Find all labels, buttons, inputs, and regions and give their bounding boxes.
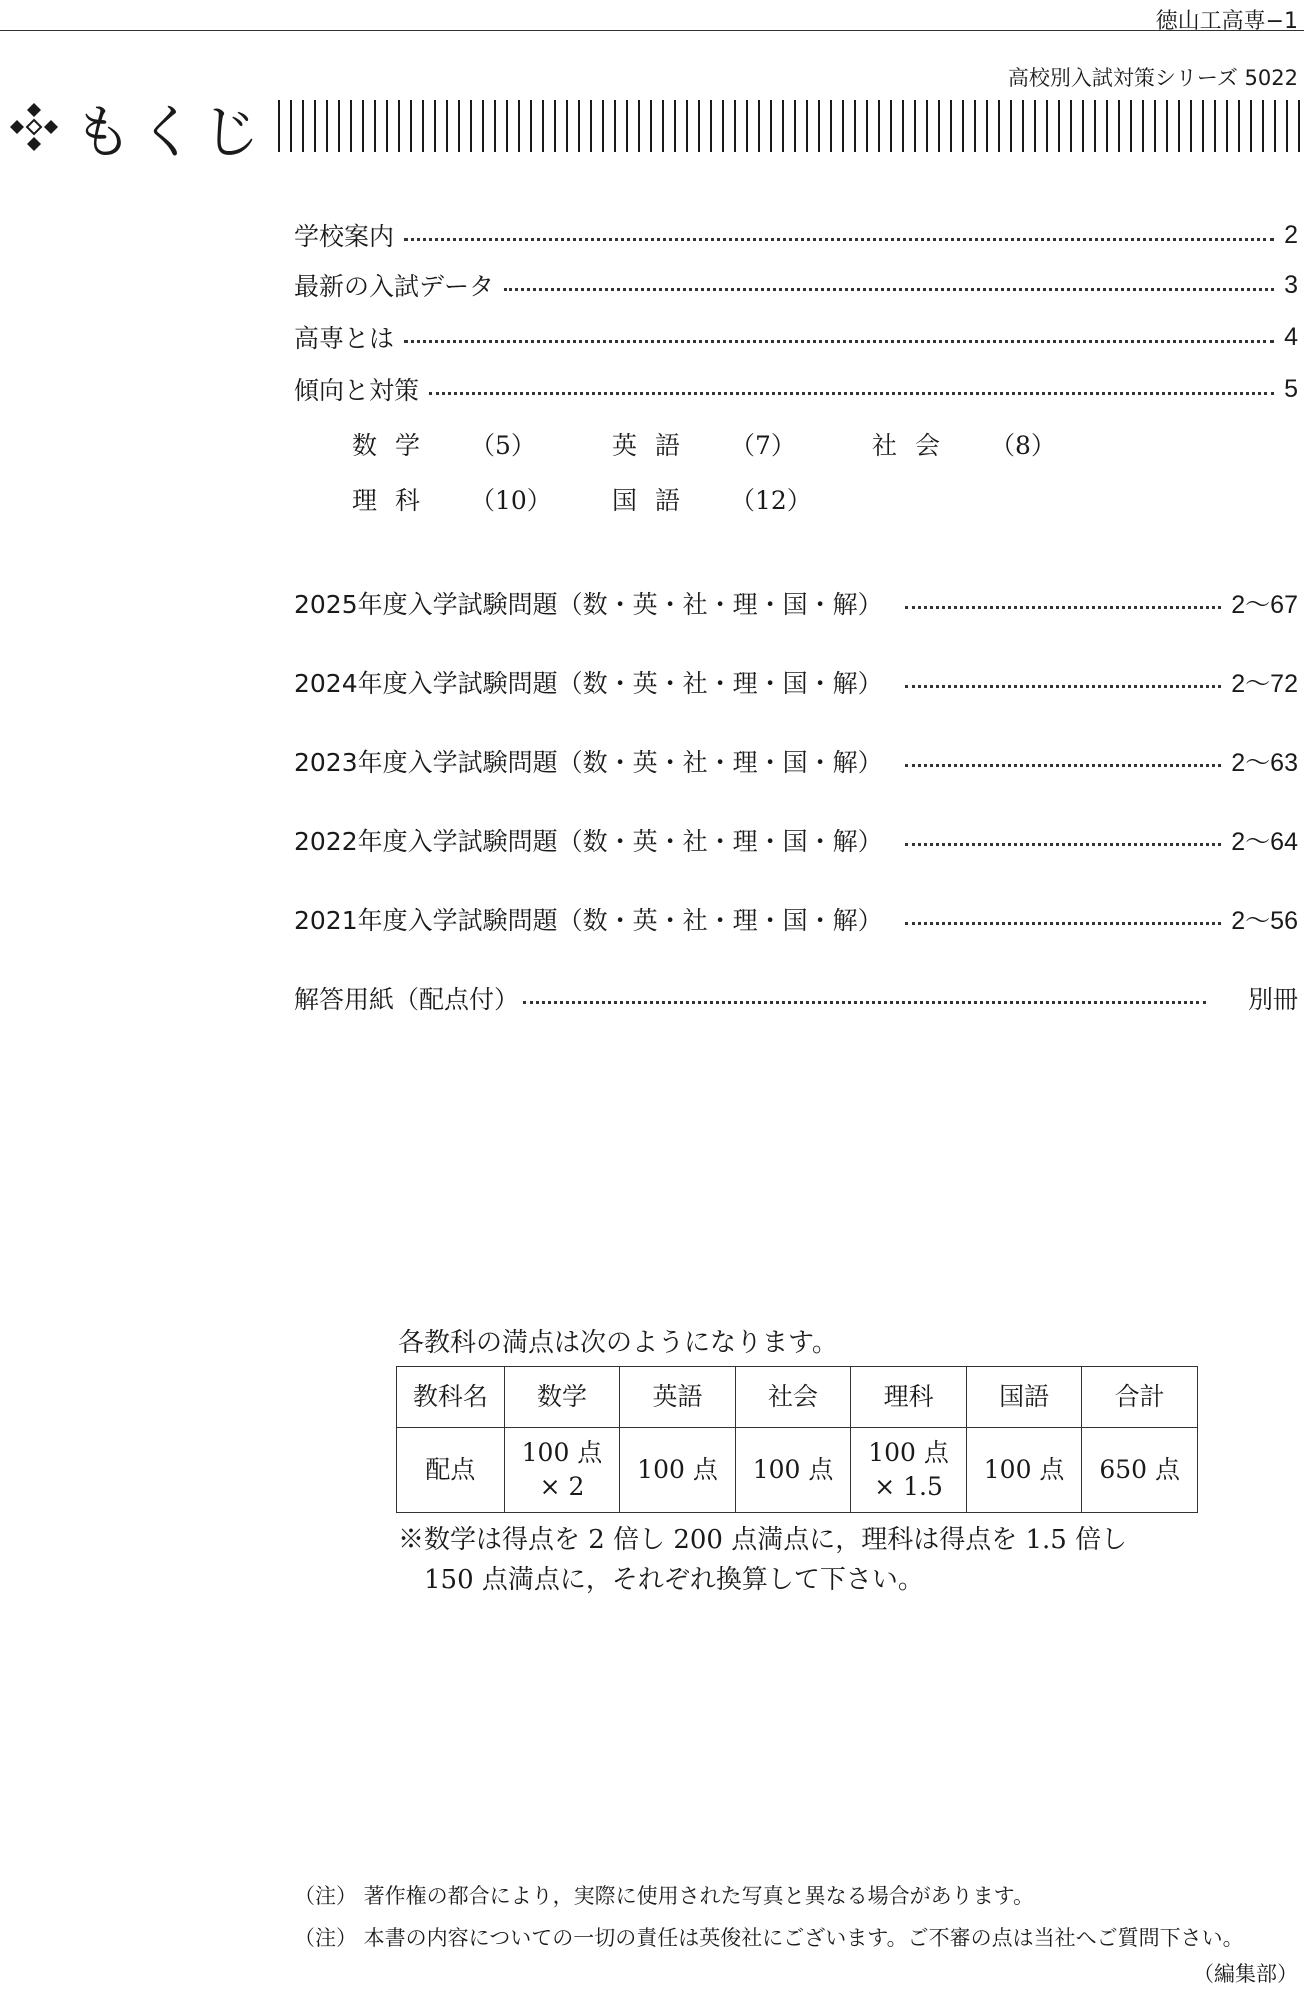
score-japanese: 100 点: [966, 1428, 1082, 1513]
score-note-line2: 150 点満点に，それぞれ換算して下さい。: [424, 1565, 924, 1595]
series-label: 高校別入試対策シリーズ 5022: [1007, 66, 1298, 90]
exam-label: 2021年度入学試験問題（数・英・社・理・国・解）: [294, 906, 883, 935]
subject-english-page: （7）: [730, 431, 796, 460]
score-total: 650 点: [1082, 1428, 1198, 1513]
exam-label: 2025年度入学試験問題（数・英・社・理・国・解）: [294, 590, 883, 619]
score-intro: 各教科の満点は次のようになります。: [398, 1328, 838, 1358]
subject-english[interactable]: 英語: [612, 431, 699, 460]
footnote-copyright: （注） 著作権の都合により，実際に使用された写真と異なる場合があります。: [294, 1884, 1034, 1908]
dot-leader: [404, 238, 1274, 241]
score-english: 100 点: [620, 1428, 736, 1513]
editor-note: （編集部）: [1193, 1962, 1298, 1986]
dot-leader: [429, 392, 1274, 395]
exam-pages: 2〜72: [1231, 670, 1298, 698]
header-math: 数学: [504, 1367, 620, 1428]
header-total: 合計: [1082, 1367, 1198, 1428]
header-english: 英語: [620, 1367, 736, 1428]
score-science: [851, 1428, 967, 1513]
header-social: 社会: [735, 1367, 851, 1428]
subject-japanese-page: （12）: [730, 486, 812, 515]
subject-social-page: （8）: [990, 431, 1056, 460]
toc-item-exam-data[interactable]: [294, 268, 1298, 302]
dot-leader: [905, 606, 1222, 609]
header-rule: [0, 30, 1304, 31]
dot-leader: [905, 685, 1222, 688]
subject-science-page: （10）: [470, 486, 552, 515]
score-value-row: [397, 1428, 1198, 1513]
subject-math[interactable]: 数学: [352, 431, 439, 460]
exam-label: 2024年度入学試験問題（数・英・社・理・国・解）: [294, 669, 883, 698]
toc-item-label: 高専とは: [294, 324, 395, 353]
exam-2024[interactable]: [294, 664, 1298, 700]
toc-item-page: 5: [1284, 374, 1298, 403]
exam-2021[interactable]: [294, 901, 1298, 937]
header-japanese: 国語: [966, 1367, 1082, 1428]
subject-social[interactable]: 社会: [872, 431, 959, 460]
toc-item-trends[interactable]: [294, 372, 1298, 406]
score-math-line1: 100 点: [521, 1438, 603, 1467]
toc-title-row: [8, 92, 267, 166]
exam-pages: 2〜63: [1231, 749, 1298, 777]
exam-2022[interactable]: [294, 822, 1298, 858]
score-table: [396, 1366, 1198, 1513]
toc-item-about-kosen[interactable]: [294, 320, 1298, 354]
score-math-line2: × 2: [539, 1472, 585, 1501]
row-label: 配点: [397, 1428, 505, 1513]
exam-label: 2023年度入学試験問題（数・英・社・理・国・解）: [294, 748, 883, 777]
toc-item-school-guide[interactable]: [294, 218, 1298, 252]
score-note: [398, 1520, 1218, 1600]
score-science-line1: 100 点: [868, 1438, 949, 1467]
exam-pages: 2〜64: [1231, 828, 1298, 856]
dot-leader: [404, 340, 1274, 343]
subject-japanese[interactable]: 国語: [612, 486, 699, 515]
exam-2025[interactable]: [294, 585, 1298, 621]
toc-item-label: 学校案内: [294, 222, 395, 251]
toc-item-page: 3: [1284, 270, 1298, 299]
dot-leader: [905, 843, 1222, 846]
dot-leader: [523, 1001, 1206, 1004]
score-math: [504, 1428, 620, 1513]
subject-math-page: （5）: [470, 431, 536, 460]
subject-science[interactable]: 理科: [352, 486, 439, 515]
score-note-line1: ※数学は得点を 2 倍し 200 点満点に，理科は得点を 1.5 倍し: [398, 1525, 1128, 1555]
toc-item-page: 4: [1284, 322, 1298, 351]
score-science-line2: × 1.5: [874, 1472, 943, 1501]
exam-label: 2022年度入学試験問題（数・英・社・理・国・解）: [294, 827, 883, 856]
dot-leader: [905, 764, 1222, 767]
title-stripes: [278, 100, 1300, 152]
toc-title: もくじ: [74, 98, 267, 166]
header-science: 理科: [851, 1367, 967, 1428]
toc-item-label: 傾向と対策: [294, 376, 420, 405]
dot-leader: [504, 288, 1274, 291]
score-social: 100 点: [735, 1428, 851, 1513]
header-subject: 教科名: [397, 1367, 505, 1428]
answer-sheet-label: 解答用紙（配点付）: [294, 985, 520, 1014]
dot-leader: [905, 922, 1222, 925]
toc-item-label: 最新の入試データ: [294, 272, 495, 301]
answer-sheet[interactable]: [294, 980, 1298, 1016]
exam-pages: 2〜56: [1231, 907, 1298, 935]
score-header-row: [397, 1367, 1198, 1428]
diamond-cluster-icon: [8, 101, 60, 153]
toc-item-page: 2: [1284, 220, 1298, 249]
footnote-responsibility: （注） 本書の内容についての一切の責任は英俊社にございます。ご不審の点は当社へご質問下さい。: [294, 1926, 1244, 1950]
header-label: 徳山工高専−1: [1155, 9, 1298, 34]
exam-2023[interactable]: [294, 743, 1298, 779]
answer-sheet-page: 別冊: [1247, 986, 1298, 1014]
exam-pages: 2〜67: [1231, 591, 1298, 619]
